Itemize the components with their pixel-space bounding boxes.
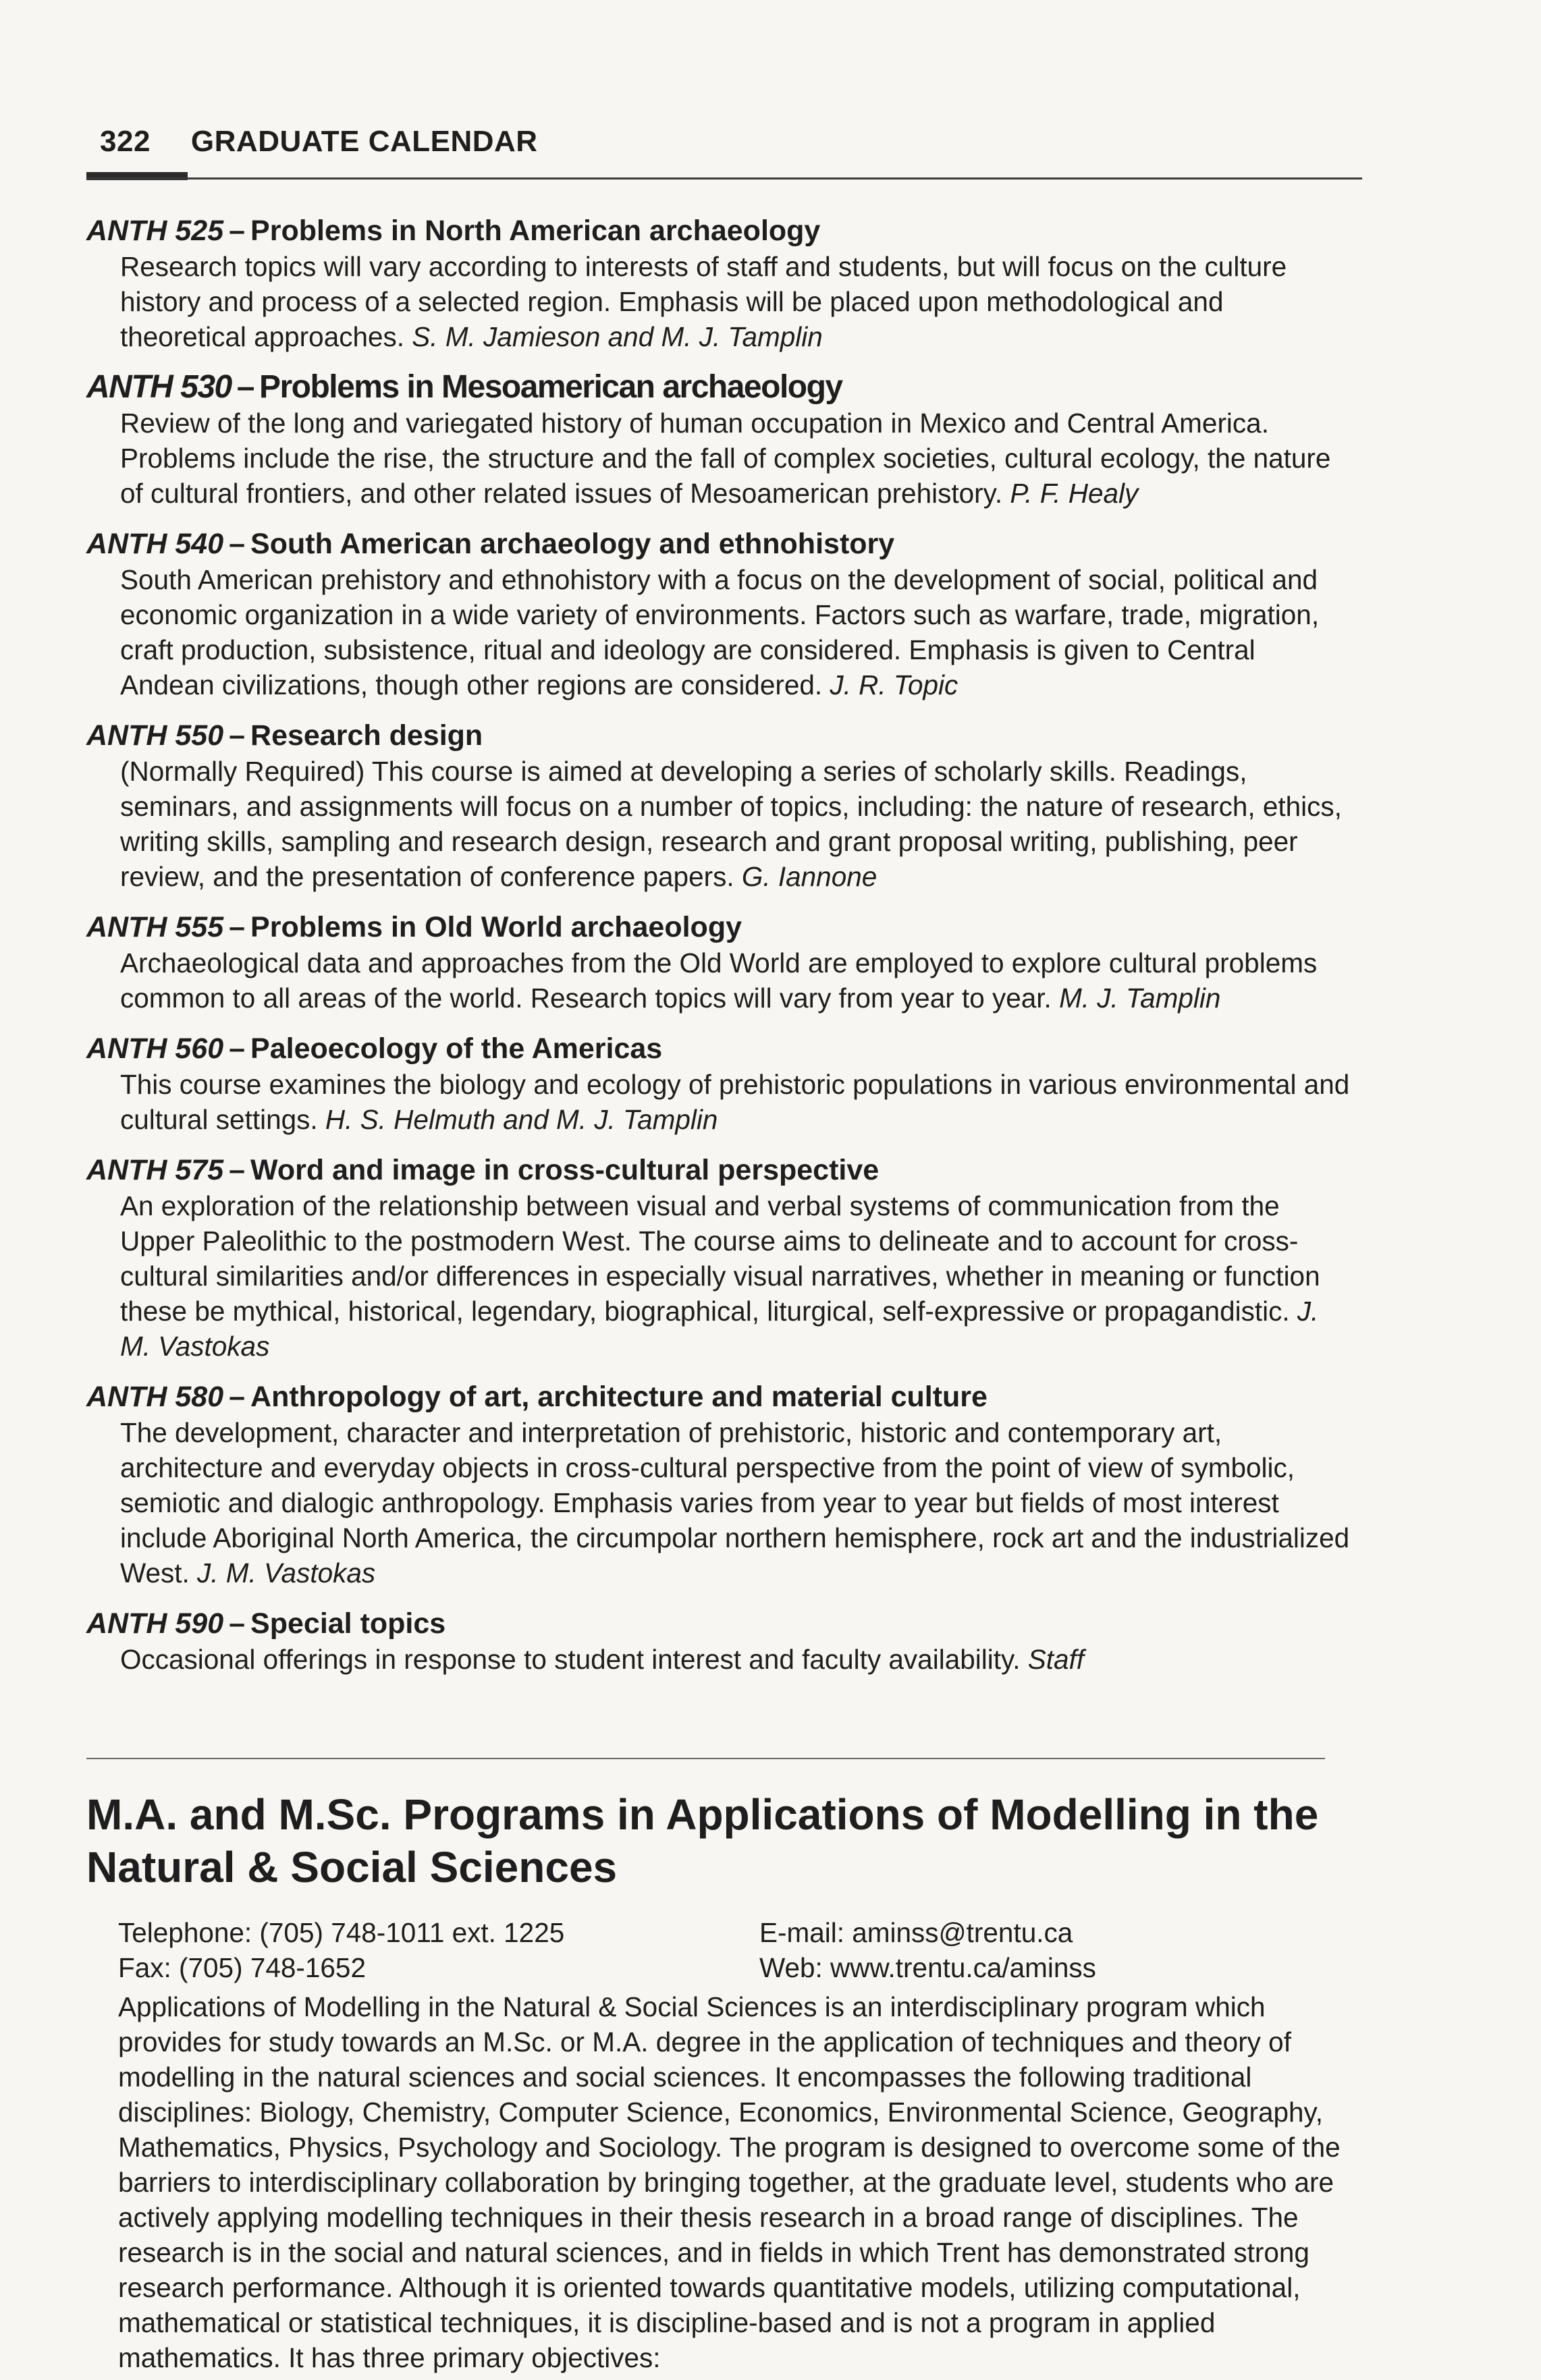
- course-code: ANTH 525: [86, 215, 224, 247]
- web-address: Web: www.trentu.ca/aminss: [759, 1952, 1096, 1983]
- course-heading: ANTH 550 – Research design: [86, 719, 483, 752]
- course-entry: [86, 1379, 1355, 1590]
- course-instructor: H. S. Helmuth and M. J. Tamplin: [325, 1104, 718, 1135]
- course-code: ANTH 550: [86, 719, 224, 752]
- course-description: [120, 1188, 1355, 1364]
- contact-online-block: [759, 1915, 1096, 1985]
- course-body-text: South American prehistory and ethnohistory with a focus on the development of social, political and economic organization in a wide variety of environments. Factors such as warfare, trade, migration, craft production, subsistence, ritual and ideology are considered. Emphasis is given to Central Andean civilizations, though other regions are considered.: [120, 564, 1320, 700]
- course-entry: [86, 1030, 1355, 1137]
- course-description: [120, 562, 1355, 702]
- course-heading: ANTH 525 – Problems in North American archaeology: [86, 215, 821, 247]
- course-list: [86, 213, 1355, 1692]
- course-instructor: S. M. Jamieson and M. J. Tamplin: [412, 321, 823, 352]
- course-code: ANTH 590: [86, 1607, 224, 1640]
- course-heading: ANTH 580 – Anthropology of art, architecture and material culture: [86, 1381, 988, 1413]
- course-entry: [86, 213, 1355, 354]
- course-body-text: Occasional offerings in response to student interest and faculty availability.: [120, 1644, 1021, 1675]
- course-title: Paleoecology of the Americas: [250, 1032, 663, 1065]
- section-divider: [86, 1758, 1325, 1759]
- running-title: GRADUATE CALENDAR: [190, 125, 538, 158]
- program-title: M.A. and M.Sc. Programs in Applications of Modelling in the Natural & Social Sciences: [86, 1790, 1319, 1891]
- course-code: ANTH 580: [86, 1381, 224, 1413]
- course-entry: [86, 717, 1355, 894]
- course-entry: [86, 1152, 1355, 1364]
- course-code: ANTH 555: [86, 911, 224, 943]
- course-instructor: M. J. Tamplin: [1059, 983, 1221, 1014]
- course-entry: [86, 526, 1355, 702]
- course-instructor: J. M. Vastokas: [197, 1557, 376, 1588]
- course-entry: [86, 369, 1355, 511]
- course-heading: ANTH 530 – Problems in Mesoamerican archaeology: [86, 369, 842, 405]
- course-code: ANTH 575: [86, 1154, 224, 1186]
- course-title: Problems in North American archaeology: [250, 215, 821, 247]
- course-instructor: P. F. Healy: [1010, 478, 1139, 509]
- header-rule: [86, 177, 1362, 179]
- course-heading: ANTH 560 – Paleoecology of the Americas: [86, 1032, 663, 1065]
- page-number: 322: [100, 125, 151, 158]
- course-code: ANTH 560: [86, 1032, 224, 1065]
- course-description: [120, 249, 1355, 354]
- course-description: [120, 945, 1355, 1016]
- course-instructor: G. Iannone: [741, 861, 877, 892]
- course-title: Special topics: [250, 1607, 446, 1640]
- course-body-text: An exploration of the relationship between visual and verbal systems of communication from the Upper Paleolithic to the postmodern West. The course aims to delineate and to account for cross-cultural similarities and/or differences in especially visual narratives, whether in meaning or function these be mythical, historical, legendary, biographical, liturgical, self-expressive or propagandistic.: [120, 1190, 1320, 1327]
- course-instructor: J. R. Topic: [830, 669, 958, 700]
- course-instructor: Staff: [1027, 1644, 1085, 1675]
- course-body-text: Archaeological data and approaches from the Old World are employed to explore cultural problems common to all areas of the world. Research topics will vary from year to year.: [120, 947, 1318, 1014]
- course-heading: ANTH 555 – Problems in Old World archaeology: [86, 911, 742, 943]
- course-body-text: Research topics will vary according to interests of staff and students, but will focus on the culture history and process of a selected region. Emphasis will be placed upon methodological and theoretical approaches.: [120, 251, 1287, 352]
- course-description: [120, 1415, 1355, 1590]
- course-body-text: Review of the long and variegated history of human occupation in Mexico and Central America. Problems include the rise, the structure and the fall of complex societies, cultural ecology, the nature of cultural frontiers, and other related issues of Mesoamerican prehistory.: [120, 408, 1331, 509]
- course-instructor: J. M. Vastokas: [120, 1296, 1319, 1362]
- course-heading: ANTH 575 – Word and image in cross-cultural perspective: [86, 1154, 880, 1186]
- course-heading: ANTH 590 – Special topics: [86, 1607, 446, 1640]
- course-body-text: (Normally Required) This course is aimed at developing a series of scholarly skills. Readings, seminars, and assignments will focus on a number of topics, including: the nature of research, ethics, writing skills, sampling and research design, research and grant proposal writing, publishing, peer review, and the presentation of conference papers.: [120, 756, 1342, 892]
- course-title: Problems in Old World archaeology: [250, 911, 742, 943]
- page-header: [100, 118, 1362, 159]
- fax: Fax: (705) 748-1652: [118, 1952, 366, 1983]
- telephone: Telephone: (705) 748-1011 ext. 1225: [118, 1917, 565, 1948]
- course-title: South American archaeology and ethnohistory: [250, 528, 895, 560]
- course-title: Anthropology of art, architecture and material culture: [250, 1381, 988, 1413]
- course-title: Problems in Mesoamerican archaeology: [259, 369, 842, 405]
- course-title: Research design: [250, 719, 483, 752]
- course-body-text: This course examines the biology and ecology of prehistoric populations in various environmental and cultural settings.: [120, 1069, 1350, 1135]
- course-description: [120, 1642, 1355, 1677]
- course-body-text: The development, character and interpretation of prehistoric, historic and contemporary art, architecture and everyday objects in cross-cultural perspective from the point of view of symbolic, semiotic and dialogic anthropology. Emphasis varies from year to year but fields of most interest include Aboriginal North America, the circumpolar northern hemisphere, rock art and the industrialized West.: [120, 1417, 1350, 1588]
- course-heading: ANTH 540 – South American archaeology and ethnohistory: [86, 528, 895, 560]
- course-description: [120, 754, 1355, 894]
- course-description: [120, 406, 1355, 511]
- contact-phone-block: [118, 1915, 564, 1985]
- course-code: ANTH 540: [86, 528, 224, 560]
- program-intro: Applications of Modelling in the Natural & Social Sciences is an interdisciplinary program which provides for study towards an M.Sc. or M.A. degree in the application of techniques and theory of modelling in the natural sciences and social sciences. It encompasses the following traditional disciplines: Biology, Chemistry, Computer Science, Economics, Environmental Science, Geography, Mathematics, Physics, Psychology and Sociology. The program is designed to overcome some of the barriers to interdisciplinary collaboration by bringing together, at the graduate level, students who are actively applying modelling techniques in their thesis research in a broad range of disciplines. The research is in the social and natural sciences, and in fields in which Trent has demonstrated strong research performance. Although it is oriented towards quantitative models, utilizing computational, mathematical or statistical techniques, it is discipline-based and is not a program in applied mathematics. It has three primary objectives:: [118, 1991, 1341, 2373]
- course-title: Word and image in cross-cultural perspective: [250, 1154, 880, 1186]
- course-entry: [86, 909, 1355, 1016]
- course-entry: [86, 1605, 1355, 1677]
- course-code: ANTH 530: [86, 369, 232, 405]
- course-description: [120, 1067, 1355, 1137]
- email: E-mail: aminss@trentu.ca: [759, 1917, 1073, 1948]
